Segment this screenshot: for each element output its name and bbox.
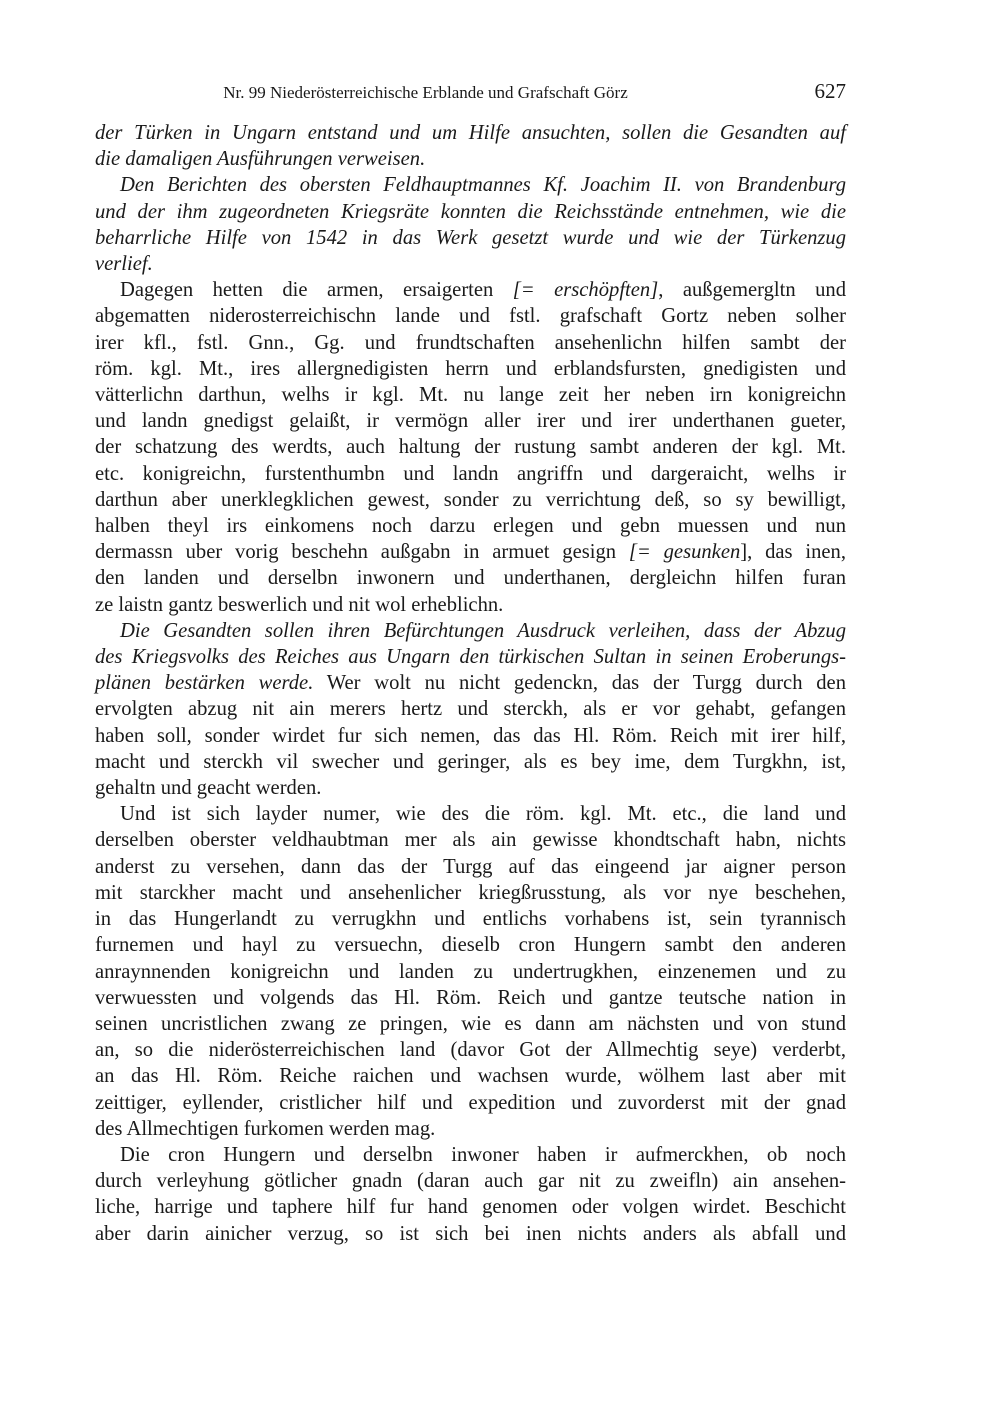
text-line — [95, 565, 846, 591]
text-line — [95, 1142, 846, 1168]
text-segment: anderst zu versehen, dann das der Turgg auf das eingeend jar aigner person — [95, 855, 846, 878]
text-segment: an das Hl. Röm. Reiche raichen und wachsen wurde, wölhem last aber mit — [95, 1065, 846, 1088]
text-line — [95, 172, 846, 198]
text-line — [95, 880, 846, 906]
text-line — [95, 749, 846, 775]
text-line — [95, 434, 846, 460]
italic-segment: [= erschöpften] — [512, 279, 659, 302]
paragraph — [95, 120, 846, 172]
text-line — [95, 932, 846, 958]
text-segment: verwuessten und volgends das Hl. Röm. Reich und gantze teutsche nation in — [95, 986, 846, 1009]
text-line — [95, 723, 846, 749]
text-line — [95, 1221, 846, 1247]
text-segment: dermassn uber vorig beschehn außgabn in armuet gesign — [95, 541, 629, 564]
text-line — [95, 644, 846, 670]
italic-segment: die damaligen Ausführungen verweisen. — [95, 148, 426, 171]
text-segment: darthun aber unerklegklichen gewest, sonder zu verrichtung deß, so sy bewilligt, — [95, 488, 846, 511]
text-segment: etc. konigreichn, furstenthumbn und landn angriffn und dargeraicht, welhs ir — [95, 462, 846, 485]
italic-segment: verlief. — [95, 253, 153, 276]
text-line — [95, 539, 846, 565]
text-line — [95, 827, 846, 853]
text-segment: ervolgten abzug nit ain merers hertz und sterckh, als er vor gehabt, gefangen — [95, 698, 846, 721]
text-line — [95, 959, 846, 985]
text-segment: Und ist sich layder numer, wie des die röm. kgl. Mt. etc., die land und — [120, 803, 846, 826]
text-segment: halben theyl irs einkomens noch darzu erlegen und gebn muessen und nun — [95, 515, 846, 538]
text-segment: irer kfl., fstl. Gnn., Gg. und frundtschaften ansehenlichn hilfen sambt der — [95, 331, 846, 354]
text-line — [95, 251, 846, 277]
text-line — [95, 382, 846, 408]
text-line — [95, 1116, 846, 1142]
text-line — [95, 1168, 846, 1194]
text-line — [95, 696, 846, 722]
text-segment: vätterlichn darthun, welhs ir kgl. Mt. nu lange zeit her neben irn konigreichn — [95, 384, 846, 407]
text-segment: , außgemergltn und — [658, 279, 846, 302]
text-line — [95, 461, 846, 487]
text-line — [95, 356, 846, 382]
text-segment: liche, harrige und taphere hilf fur hand genomen oder volgen wirdet. Beschicht — [95, 1196, 846, 1219]
paragraph — [95, 1142, 846, 1247]
italic-segment: des Kriegsvolks des Reiches aus Ungarn den türkischen Sultan in seinen Eroberungs- — [95, 646, 846, 669]
text-segment: durch verleyhung götlicher gnadn (daran auch gar nit zu zweifln) ain ansehen- — [95, 1170, 846, 1193]
paragraph — [95, 618, 846, 801]
text-segment: ze laistn gantz beswerlich und nit wol erheblichn. — [95, 593, 504, 616]
italic-segment: [= gesunken — [628, 541, 741, 564]
paragraph — [95, 801, 846, 1142]
text-line — [95, 1090, 846, 1116]
text-line — [95, 775, 846, 801]
text-line — [95, 408, 846, 434]
paragraph — [95, 277, 846, 618]
text-segment: Wer wolt nu nicht gedenckn, das der Turgg durch den — [313, 672, 846, 695]
text-segment: und landn gnedigst gelaißt, ir vermögn aller irer und irer underthanen gueter, — [95, 410, 846, 433]
text-line — [95, 225, 846, 251]
text-segment: Die cron Hungern und derselbn inwoner haben ir aufmerckhen, ob noch — [120, 1143, 846, 1166]
text-line — [95, 906, 846, 932]
text-segment: ], das inen, — [740, 541, 846, 564]
text-segment: an, so die niderösterreichischen land (davor Got der Allmechtig seye) verderbt, — [95, 1039, 846, 1062]
text-line — [95, 146, 846, 172]
text-segment: macht und sterckh vil swecher und geringer, als es bey ime, dem Turgkhn, ist, — [95, 750, 846, 773]
text-segment: haben soll, sonder wirdet fur sich nemen, das das Hl. Röm. Reich mit irer hilf, — [95, 724, 846, 747]
text-line — [95, 1011, 846, 1037]
text-segment: Dagegen hetten die armen, ersaigerten — [120, 279, 513, 302]
text-line — [95, 985, 846, 1011]
text-segment: anraynnenden konigreichn und landen zu undertrugkhen, einzenemen und zu — [95, 960, 846, 983]
text-segment: seinen uncristlichen zwang ze pringen, wie es dann am nächsten und von stund — [95, 1012, 846, 1035]
text-line — [95, 487, 846, 513]
text-line — [95, 801, 846, 827]
text-segment: mit starckher macht und ansehenlicher kriegßrusstung, als vor nye beschehen, — [95, 881, 846, 904]
text-line — [95, 1063, 846, 1089]
paragraph — [95, 172, 846, 277]
text-segment: zeittiger, eyllender, cristlicher hilf und expedition und zuvorderst mit der gnad — [95, 1091, 846, 1114]
text-line — [95, 618, 846, 644]
text-segment: den landen und derselbn inwonern und underthanen, dergleichn hilfen furan — [95, 567, 846, 590]
text-segment: der schatzung des werdts, auch haltung der rustung sambt anderen der kgl. Mt. — [95, 436, 846, 459]
running-header — [95, 80, 846, 106]
body-text — [95, 120, 846, 1247]
text-segment: derselben oberster veldhaubtman mer als ain gewisse khondtschaft habn, nichts — [95, 829, 846, 852]
text-segment: des Allmechtigen furkomen werden mag. — [95, 1117, 436, 1140]
text-segment: aber darin ainicher verzug, so ist sich bei inen nichts anders als abfall und — [95, 1222, 846, 1245]
text-line — [95, 277, 846, 303]
text-line — [95, 854, 846, 880]
text-segment: in das Hungerlandt zu verrugkhn und entlichs vorhabens ist, sein tyrannisch — [95, 908, 846, 931]
text-line — [95, 330, 846, 356]
text-line — [95, 670, 846, 696]
italic-segment: Die Gesandten sollen ihren Befürchtungen Ausdruck verleihen, dass der Abzug — [120, 619, 846, 642]
text-line — [95, 303, 846, 329]
text-line — [95, 513, 846, 539]
text-segment: röm. kgl. Mt., ires allergnedigisten herrn und erblandsfursten, gnedigisten und — [95, 357, 846, 380]
italic-segment: Den Berichten des obersten Feldhauptmannes Kf. Joachim II. von Brandenburg — [120, 174, 846, 197]
italic-segment: beharrliche Hilfe von 1542 in das Werk gesetzt wurde und wie der Türkenzug — [95, 226, 846, 249]
text-line — [95, 1194, 846, 1220]
text-segment: gehaltn und geacht werden. — [95, 777, 322, 800]
italic-segment: der Türken in Ungarn entstand und um Hilfe ansuchten, sollen die Gesandten auf — [95, 122, 846, 144]
page-number: 627 — [814, 79, 846, 103]
text-line — [95, 1037, 846, 1063]
text-segment: abgematten niderosterreichischn lande und fstl. grafschaft Gortz neben solher — [95, 305, 846, 328]
italic-segment: plänen bestärken werde. — [95, 672, 314, 695]
text-line — [95, 120, 846, 146]
text-line — [95, 592, 846, 618]
text-line — [95, 199, 846, 225]
text-segment: furnemen und hayl zu versuechn, dieselb cron Hungern sambt den anderen — [95, 934, 846, 957]
italic-segment: und der ihm zugeordneten Kriegsräte konnten die Reichsstände entnehmen, wie die — [95, 200, 846, 223]
header-title: Nr. 99 Niederösterreichische Erblande und Grafschaft Görz — [223, 83, 628, 102]
